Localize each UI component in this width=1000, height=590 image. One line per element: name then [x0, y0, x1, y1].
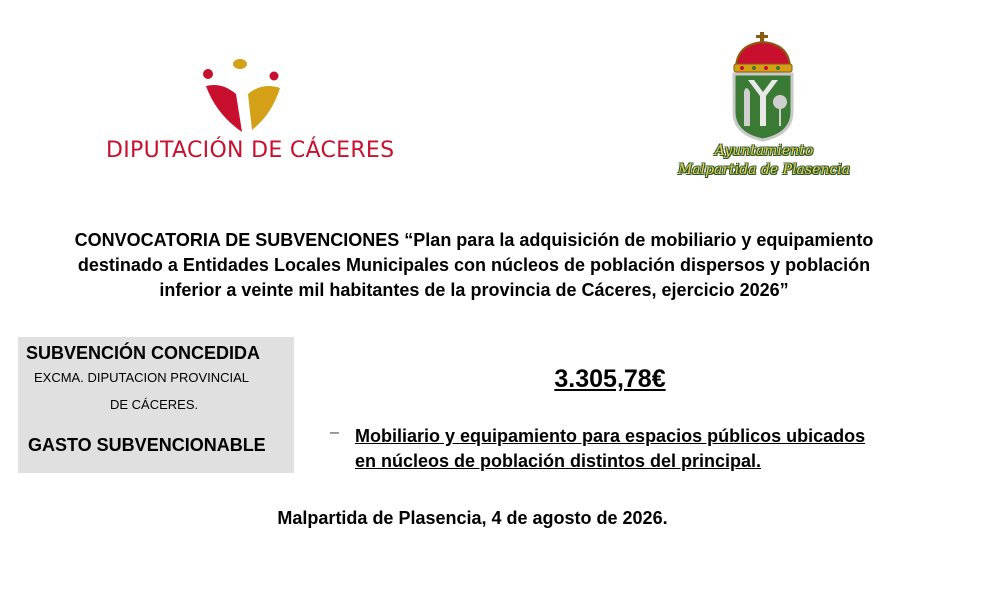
call-title-line: CONVOCATORIA DE SUBVENCIONES “Plan para la adquisición de mobiliario y equipamiento: [74, 230, 874, 250]
eligible-expense-text: [355, 424, 955, 474]
granted-subsidy-label: SUBVENCIÓN CONCEDIDA: [26, 343, 261, 363]
call-title-line: destinado a Entidades Locales Municipales con núcleos de población dispersos y población: [77, 255, 871, 275]
call-title: [24, 228, 924, 303]
ayuntamiento-logo: [676, 30, 852, 190]
place-and-date: Malpartida de Plasencia, 4 de agosto de 2026.: [277, 508, 668, 528]
coat-of-arms-icon: [730, 30, 796, 142]
call-title-line: inferior a veinte mil habitantes de la provincia de Cáceres, ejercicio 2026”: [159, 280, 789, 300]
label-panel: [18, 337, 294, 473]
granter-line-2: DE CÁCERES.: [110, 397, 199, 412]
subsidy-amount: 3.305,78€: [554, 365, 666, 393]
granter-line-1: EXCMA. DIPUTACION PROVINCIAL: [34, 370, 250, 385]
ayuntamiento-lettering-2: Malpartida de Plasencia: [677, 162, 851, 178]
eligible-expense-line: en núcleos de población distintos del principal.: [355, 451, 762, 471]
eligible-expense-line: Mobiliario y equipamiento para espacios públicos ubicados: [355, 426, 866, 446]
ayuntamiento-lettering-1: Ayuntamiento: [714, 143, 814, 159]
eligible-expense-label: GASTO SUBVENCIONABLE: [28, 435, 266, 455]
diputacion-logo: [106, 58, 396, 168]
diputacion-wordmark: DIPUTACIÓN DE CÁCERES: [106, 138, 395, 163]
bullet-dash: –: [330, 424, 339, 441]
diputacion-emblem-icon: [202, 58, 282, 134]
